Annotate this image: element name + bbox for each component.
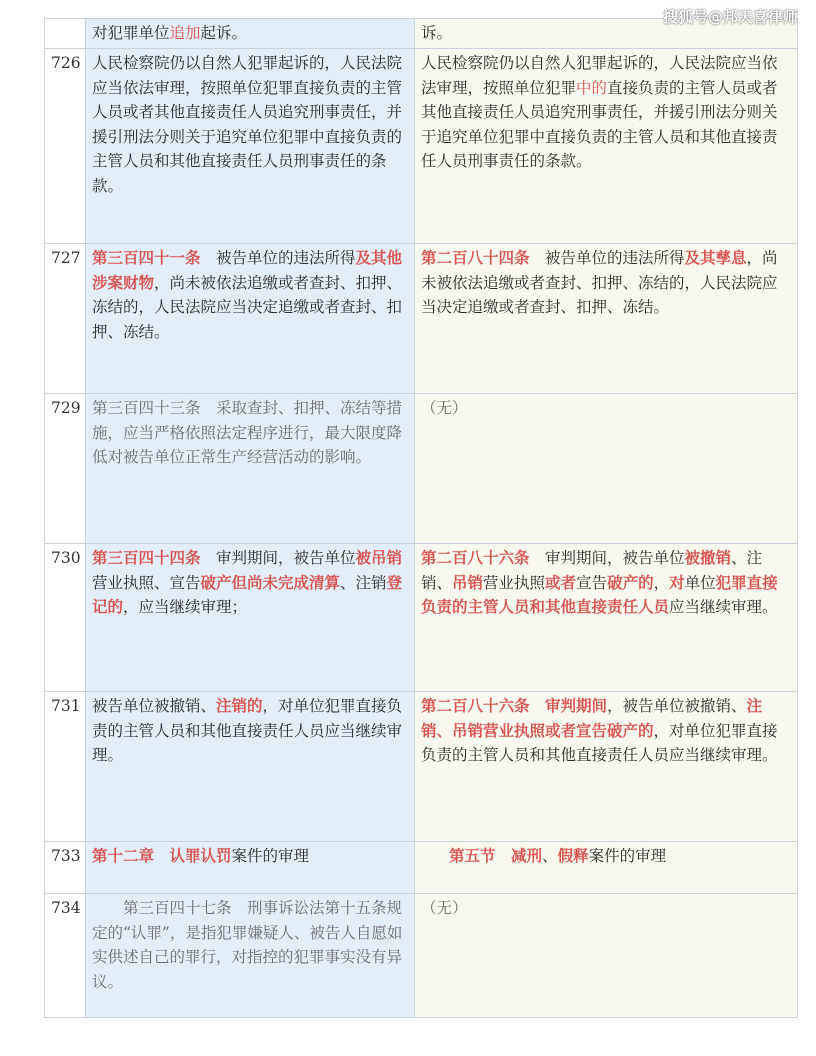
table-row bbox=[45, 544, 798, 692]
text-span: 营业执照 bbox=[483, 573, 546, 592]
comparison-table bbox=[44, 18, 798, 1018]
text-span: 第三百四十四条 bbox=[92, 548, 201, 567]
text-span: ，对单位犯罪直接负责的主管人员和其他直接责任人员应当继续审理。 bbox=[421, 721, 778, 764]
text-span: 应当继续审理。 bbox=[669, 598, 778, 616]
text-span bbox=[496, 847, 512, 865]
text-span: 减刑 bbox=[511, 846, 543, 865]
text-span: 单位 bbox=[684, 573, 716, 592]
text-span: 第三百四十七条 刑事诉讼法第十五条规定的“认罪”，是指犯罪嫌疑人、被告人自愿如实供述自己的罪行，对指控的犯罪事实没有异议。 bbox=[92, 899, 403, 991]
text-span: 破产但尚未完成清算 bbox=[200, 572, 341, 592]
old-provision-cell bbox=[86, 842, 415, 894]
text-span: 对 bbox=[669, 572, 685, 592]
watermark: 搜狐号@邦天喜律师 bbox=[662, 8, 798, 26]
text-span: 案件的审理 bbox=[588, 847, 667, 865]
table-row bbox=[45, 692, 798, 842]
text-span: 第五节 bbox=[449, 846, 496, 865]
row-number: 733 bbox=[45, 842, 86, 894]
text-span: 破产的 bbox=[607, 572, 654, 592]
text-span: 被告单位被撤销、 bbox=[92, 697, 217, 715]
old-provision-cell bbox=[86, 544, 415, 692]
table-row bbox=[45, 49, 798, 244]
text-span: 被撤销 bbox=[684, 548, 732, 567]
text-span: 诉。 bbox=[421, 24, 453, 42]
text-span: 注销、吊销营业执照或者宣告破产的 bbox=[421, 696, 763, 740]
new-provision-cell bbox=[415, 544, 798, 692]
text-span: 审判期间，被告单位 bbox=[529, 549, 685, 567]
row-number: 727 bbox=[45, 244, 86, 394]
text-span: ，尚未被依法追缴或者查封、扣押、冻结的，人民法院应当决定追缴或者查封、扣押、冻结。 bbox=[421, 249, 778, 316]
text-span: （无） bbox=[421, 399, 468, 417]
old-provision-cell bbox=[86, 49, 415, 244]
text-span: 审判期间，被告单位 bbox=[200, 549, 356, 567]
old-provision-cell bbox=[86, 19, 415, 49]
text-span: 起诉。 bbox=[200, 24, 248, 42]
text-span: 认罪认罚 bbox=[169, 846, 232, 865]
text-span: ，应当继续审理； bbox=[123, 598, 248, 616]
text-span: 犯罪直接负责的主管人员和其他直接责任人员 bbox=[421, 572, 778, 616]
text-span: ，对单位犯罪直接负责的主管人员和其他直接责任人员应当继续审理。 bbox=[92, 697, 403, 764]
old-provision-cell bbox=[86, 244, 415, 394]
old-provision-cell bbox=[86, 692, 415, 842]
text-span: 第二百八十六条 bbox=[421, 548, 530, 567]
text-span: 营业执照、宣告 bbox=[92, 573, 201, 592]
text-span bbox=[530, 697, 546, 715]
text-span: 第二百八十四条 bbox=[421, 248, 530, 267]
text-span: 注销的 bbox=[216, 696, 263, 715]
table-row bbox=[45, 842, 798, 894]
text-span: 对犯罪单位 bbox=[92, 24, 170, 42]
text-span: 宣告 bbox=[576, 573, 608, 592]
table-row bbox=[45, 394, 798, 544]
text-span: 第二百八十六条 bbox=[421, 696, 530, 715]
row-number: 731 bbox=[45, 692, 86, 842]
text-span: 假释 bbox=[557, 846, 589, 865]
text-span: 第十二章 bbox=[92, 846, 155, 865]
old-provision-cell bbox=[86, 394, 415, 544]
text-span: 被吊销 bbox=[355, 548, 403, 567]
text-span: 人民检察院仍以自然人犯罪起诉的，人民法院应当依法审理，按照单位犯罪 bbox=[421, 54, 778, 97]
table-row bbox=[45, 244, 798, 394]
text-span: 追加 bbox=[169, 24, 201, 42]
text-span: ，被告单位被撤销、 bbox=[607, 697, 747, 715]
text-span: 人民检察院仍以自然人犯罪起诉的，人民法院应当依法审理，按照单位犯罪直接负责的主管人员或者其他直接责任人员追究刑事责任，并援引刑法分则关于追究单位犯罪中直接负责的主管人员和其他直接责任人员刑事责任的条款。 bbox=[92, 54, 403, 195]
row-number: 730 bbox=[45, 544, 86, 692]
text-span: 或者 bbox=[545, 572, 577, 592]
row-number bbox=[45, 19, 86, 49]
text-span: 、 bbox=[542, 847, 558, 865]
row-number: 729 bbox=[45, 394, 86, 544]
new-provision-cell bbox=[415, 692, 798, 842]
text-span: ， bbox=[653, 573, 670, 592]
text-span bbox=[154, 847, 170, 865]
text-span: 吊销 bbox=[452, 572, 484, 592]
new-provision-cell bbox=[415, 49, 798, 244]
text-span: 被告单位的违法所得 bbox=[200, 249, 356, 267]
table-row bbox=[45, 894, 798, 1018]
new-provision-cell bbox=[415, 394, 798, 544]
row-number: 734 bbox=[45, 894, 86, 1018]
new-provision-cell bbox=[415, 842, 798, 894]
old-provision-cell bbox=[86, 894, 415, 1018]
row-number: 726 bbox=[45, 49, 86, 244]
new-provision-cell bbox=[415, 894, 798, 1018]
text-span: 第三百四十三条 采取查封、扣押、冻结等措施，应当严格依照法定程序进行，最大限度降低对被告单位正常生产经营活动的影响。 bbox=[92, 399, 403, 466]
text-span: （无） bbox=[421, 899, 468, 917]
text-span: 及其孳息 bbox=[684, 248, 747, 267]
text-span: 及其他涉案财物 bbox=[92, 248, 403, 292]
text-span: ，尚未被依法追缴或者查封、扣押、冻结的，人民法院应当决定追缴或者查封、扣押、冻结。 bbox=[92, 273, 403, 341]
text-span: 中的 bbox=[576, 78, 608, 97]
text-span: 案件的审理 bbox=[231, 847, 310, 865]
text-span: 、注销 bbox=[340, 573, 387, 592]
new-provision-cell bbox=[415, 244, 798, 394]
text-span: 第三百四十一条 bbox=[92, 248, 201, 267]
text-span: 、注销、 bbox=[421, 549, 763, 592]
text-span: 审判期间 bbox=[545, 696, 608, 715]
text-span: 直接负责的主管人员或者其他直接责任人员追究刑事责任，并援引刑法分则关于追究单位犯罪中直接负责的主管人员和其他直接责任人员刑事责任的条款。 bbox=[421, 78, 778, 170]
text-span: 登记的 bbox=[92, 572, 403, 616]
text-span: 被告单位的违法所得 bbox=[529, 249, 685, 267]
